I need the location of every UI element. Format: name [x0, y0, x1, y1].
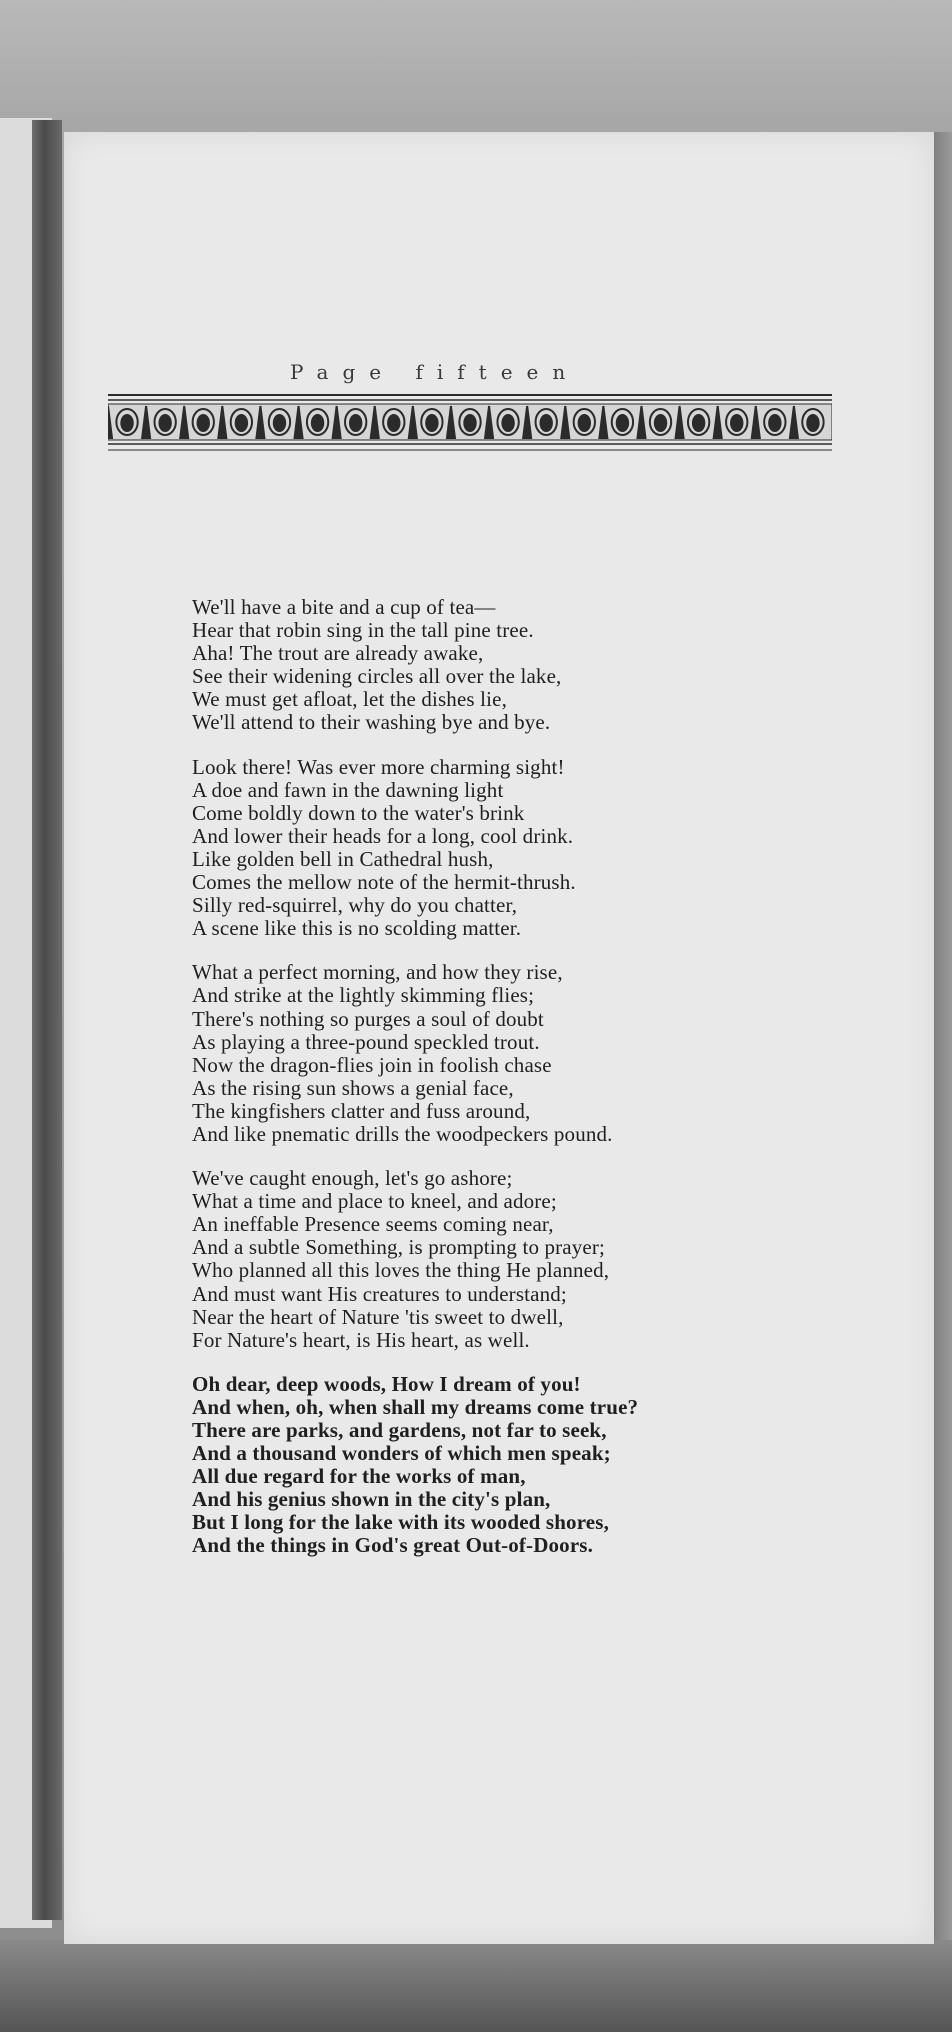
ornament-egg-core: [312, 415, 323, 431]
poem-line: A doe and fawn in the dawning light: [192, 777, 504, 802]
poem-line: For Nature's heart, is His heart, as well.: [192, 1327, 530, 1352]
ornament-egg-core: [464, 415, 475, 431]
poem-line: And lower their heads for a long, cool drink.: [192, 823, 574, 848]
ornament-egg-core: [121, 415, 132, 431]
poem-line: Oh dear, deep woods, How I dream of you!: [192, 1371, 581, 1396]
poem-line: The kingfishers clatter and fuss around,: [192, 1098, 531, 1123]
poem-line: Hear that robin sing in the tall pine tree.: [192, 618, 534, 643]
poem-line: Silly red-squirrel, why do you chatter,: [192, 893, 518, 918]
poem-line: An ineffable Presence seems coming near,: [192, 1212, 554, 1237]
poem-line: We'll attend to their washing bye and bye.: [192, 710, 551, 735]
poem-line: As playing a three-pound speckled trout.: [192, 1029, 540, 1054]
scan-top-edge: [0, 0, 952, 120]
ornament-egg-core: [769, 415, 780, 431]
poem-line: As the rising sun shows a genial face,: [192, 1075, 514, 1100]
poem-stanza: [192, 1167, 752, 1352]
ornament-egg-core: [198, 415, 209, 431]
poem-line: Comes the mellow note of the hermit-thrush.: [192, 870, 576, 895]
poem-stanza: [192, 756, 752, 941]
poem-line: Now the dragon-flies join in foolish chase: [192, 1052, 552, 1077]
poem-line: What a time and place to kneel, and adore;: [192, 1189, 557, 1214]
poem-line: See their widening circles all over the lake,: [192, 664, 562, 689]
poem-line: But I long for the lake with its wooded shores,: [192, 1510, 609, 1535]
ornament-egg-core: [350, 415, 361, 431]
poem-line: And when, oh, when shall my dreams come true?: [192, 1394, 639, 1419]
ornament-egg-core: [236, 415, 247, 431]
poem-stanza: [192, 961, 752, 1146]
poem-line: Come boldly down to the water's brink: [192, 800, 525, 825]
poem-line: And strike at the lightly skimming flies;: [192, 983, 535, 1008]
poem-line: We must get afloat, let the dishes lie,: [192, 687, 507, 712]
poem-line: Who planned all this loves the thing He planned,: [192, 1258, 610, 1283]
scan-bottom-edge: [0, 1940, 952, 2032]
ornament-egg-core: [731, 415, 742, 431]
poem-line: And like pnematic drills the woodpeckers pound.: [192, 1121, 613, 1146]
poem-line: And his genius shown in the city's plan,: [192, 1487, 551, 1512]
poem-line: We'll have a bite and a cup of tea—: [192, 595, 496, 619]
ornament-egg-core: [159, 415, 170, 431]
poem-line: We've caught enough, let's go ashore;: [192, 1166, 513, 1191]
poem-line: And the things in God's great Out-of-Doors.: [192, 1533, 594, 1558]
poem-line: There are parks, and gardens, not far to seek,: [192, 1418, 607, 1442]
poem-line: Look there! Was ever more charming sight!: [192, 754, 565, 779]
ornament-egg-core: [579, 415, 590, 431]
book-spine-shadow: [32, 120, 62, 1920]
ornament-egg-core: [655, 415, 666, 431]
poem-line: Like golden bell in Cathedral hush,: [192, 846, 494, 871]
egg-and-dart-border-icon: [108, 392, 832, 454]
poem-line: Aha! The trout are already awake,: [192, 641, 484, 666]
poem-line: And must want His creatures to understand;: [192, 1281, 567, 1306]
ornament-egg-core: [388, 415, 399, 431]
poem-line: There's nothing so purges a soul of doubt: [192, 1006, 544, 1031]
poem-line: Near the heart of Nature 'tis sweet to dwell,: [192, 1304, 564, 1329]
poem-stanza: [192, 596, 752, 735]
poem-line: A scene like this is no scolding matter.: [192, 916, 522, 941]
ornament-egg-core: [617, 415, 628, 431]
ornament-egg-core: [502, 415, 513, 431]
poem-line: And a thousand wonders of which men speak;: [192, 1441, 611, 1466]
poem-line: What a perfect morning, and how they rise,: [192, 960, 563, 985]
page-number-heading: Page fifteen: [290, 360, 580, 384]
ornament-egg-core: [693, 415, 704, 431]
ornament-egg-core: [274, 415, 285, 431]
ornament-egg-core: [426, 415, 437, 431]
poem-line: All due regard for the works of man,: [192, 1464, 526, 1489]
ornament-egg-core: [807, 415, 818, 431]
poem-stanza: [192, 1373, 752, 1558]
poem-line: And a subtle Something, is prompting to prayer;: [192, 1235, 606, 1260]
poem-body: [192, 596, 752, 1579]
ornament-egg-core: [540, 415, 551, 431]
